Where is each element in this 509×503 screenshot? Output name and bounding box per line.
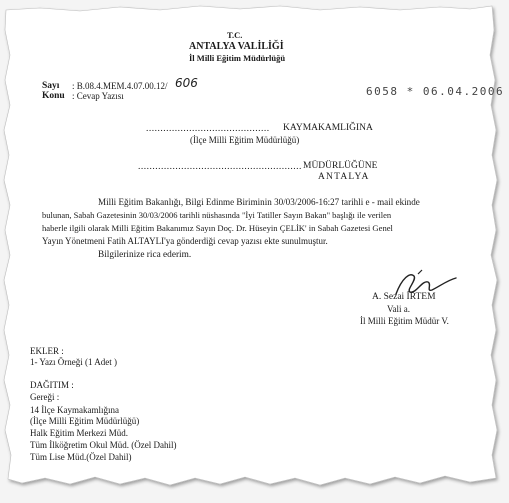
- addressee1-dots: ...........................................: [146, 124, 270, 134]
- date-stamp: 6058 * 06.04.2006: [366, 85, 505, 98]
- body-line-3: haberle ilgili olarak Milli Eğitim Bakanımız Sayın Doç. Dr. Hüseyin ÇELİK' in Sabah Gazetesi Genel: [42, 223, 393, 233]
- header-tc: T.C.: [227, 30, 243, 40]
- signature-title2: İl Milli Eğitim Müdür V.: [360, 316, 449, 326]
- body-line-4: Yayın Yönetmeni Fatih ALTAYLI'ya gönderdiği cevap yazısı ekte sunulmuştur.: [42, 236, 328, 246]
- dagitim-item: Tüm İlköğretim Okul Müd. (Özel Dahil): [30, 440, 177, 450]
- sayi-label: Sayı: [42, 81, 60, 91]
- body-line-2: bulunan, Sabah Gazetesinin 30/03/2006 tarihli nüshasında "İyi Tatiller Sayın Bakan" başlığı ile verilen: [42, 210, 392, 220]
- addressee2-dots: .........................................................: [138, 162, 302, 172]
- sayi-value: : B.08.4.MEM.4.07.00.12/: [72, 81, 168, 91]
- signature-name: A. Sezai İRTEM: [372, 292, 436, 302]
- header-title: ANTALYA VALİLİĞİ: [189, 41, 284, 52]
- dagitim-item: Tüm Lise Müd.(Özel Dahil): [30, 452, 132, 462]
- header-subtitle: İl Milli Eğitim Müdürlüğü: [189, 53, 286, 63]
- dagitim-item: (İlçe Milli Eğitim Müdürlüğü): [30, 416, 140, 426]
- addressee1-name: KAYMAKAMLIĞINA: [283, 123, 373, 133]
- ekler-heading: EKLER :: [30, 346, 64, 356]
- addressee1-sub: (İlçe Milli Eğitim Müdürlüğü): [190, 135, 300, 145]
- konu-value: : Cevap Yazısı: [72, 91, 124, 101]
- ekler-item-1: 1- Yazı Örneği (1 Adet ): [30, 357, 117, 367]
- signature-title1: Vali a.: [387, 304, 410, 314]
- sayi-handwritten: 606: [175, 76, 198, 90]
- konu-label: Konu: [42, 91, 65, 101]
- body-line-5: Bilgilerinize rica ederim.: [98, 250, 192, 260]
- dagitim-item: 14 İlçe Kaymakamlığına: [30, 405, 119, 415]
- addressee2-city: ANTALYA: [318, 172, 370, 182]
- addressee2-name: MÜDÜRLÜĞÜNE: [303, 161, 378, 171]
- dagitim-item: Halk Eğitim Merkezi Müd.: [30, 428, 128, 438]
- body-line-1: Milli Eğitim Bakanlığı, Bilgi Edinme Biriminin 30/03/2006-16:27 tarihli e - mail ekinde: [98, 197, 420, 207]
- dagitim-geregi: Gereği :: [30, 392, 60, 402]
- dagitim-heading: DAĞITIM :: [30, 380, 74, 390]
